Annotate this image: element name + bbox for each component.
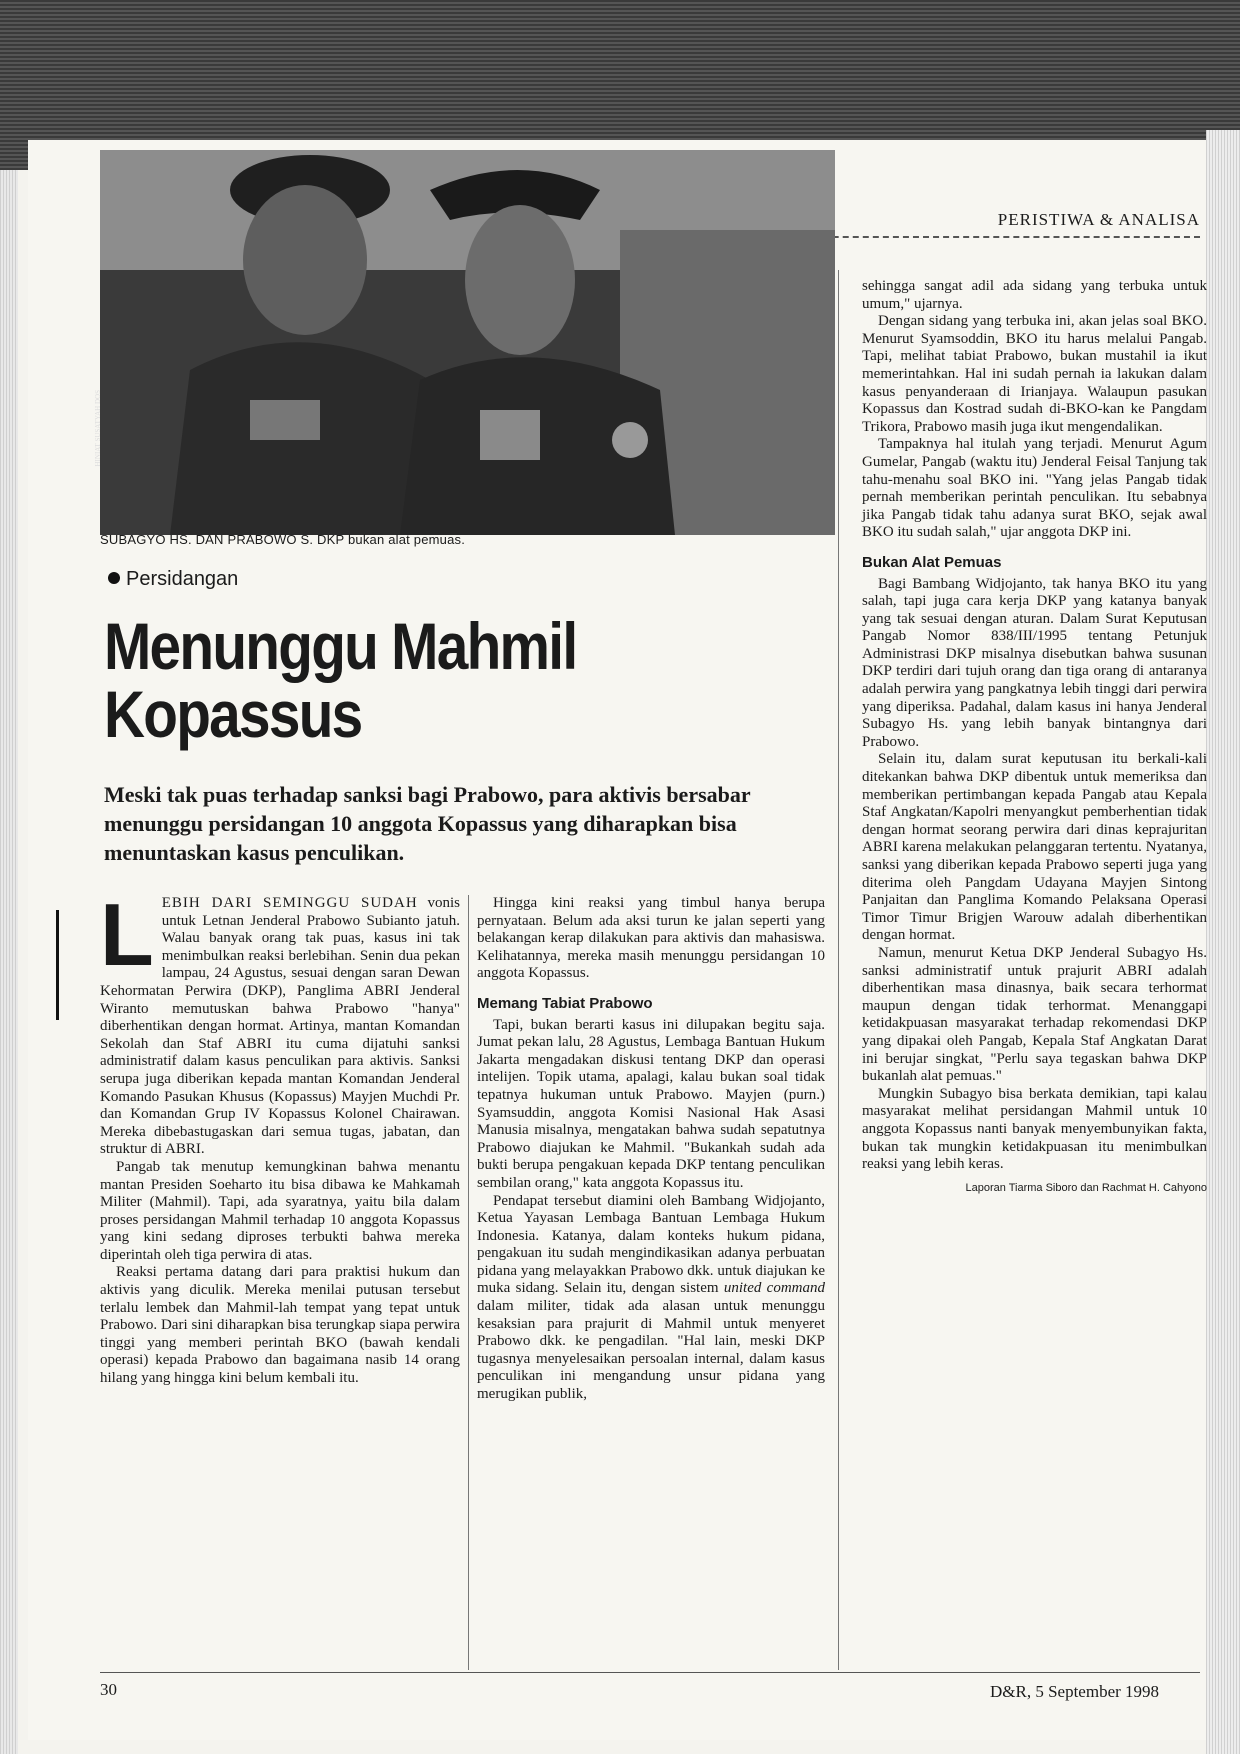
scan-left-margin	[0, 170, 18, 1754]
paragraph	[477, 1193, 825, 1404]
photo-caption: SUBAGYO HS. DAN PRABOWO S. DKP bukan alat pemuas.	[100, 532, 466, 547]
headline: Menunggu Mahmil Kopassus	[104, 609, 577, 751]
paragraph: sehingga sangat adil ada sidang yang terbuka untuk umum," ujarnya.	[862, 278, 1207, 312]
reporter-credit: Laporan Tiarma Siboro dan Rachmat H. Cahyono	[965, 1181, 1207, 1194]
lead-paragraph: Meski tak puas terhadap sanksi bagi Prabowo, para aktivis bersabar menunggu persidangan 10 anggota Kopassus yang diharapkan bisa menuntaskan kasus penculikan.	[104, 782, 751, 865]
scan-right-margin	[1206, 130, 1240, 1754]
paragraph: Bagi Bambang Widjojanto, tak hanya BKO itu yang salah, tapi juga cara kerja DKP yang katanya banyak yang tak sesuai dengan aturan. Dalam Surat Keputusan Pangab Nomor 838/III/1995 tentang Petunjuk Administrasi DKP misalnya disebutkan bahwa susunan DKP terdiri dari tujuh orang dan tiga orang di antaranya adalah perwira yang pangkatnya lebih tinggi dari perwira yang diperiksa. Padahal, dalam kasus ini hanya Jenderal Subagyo Hs. yang lebih banyak bintangnya dari Prabowo.	[862, 575, 1207, 750]
article-column-1	[100, 885, 460, 1388]
subheading: Memang Tabiat Prabowo	[477, 994, 653, 1012]
margin-mark	[56, 910, 59, 1020]
bullet-icon	[108, 572, 120, 584]
kicker-label: Persidangan	[126, 568, 239, 590]
paragraph: Hingga kini reaksi yang timbul hanya berupa pernyataan. Belum ada aksi turun ke jalan seperti yang belakangan kerap dilakukan para aktivis dan mahasiswa. Kelihatannya, mereka masih menunggu persidangan 10 anggota Kopassus.	[477, 895, 825, 982]
paragraph: Namun, menurut Ketua DKP Jenderal Subagyo Hs. sanksi administratif untuk prajurit ABRI adalah diberhentikan masa dinasnya, baik secara terhormat maupun dengan tidak terhormat. Menanggapi ketidakpuasan masyarakat terhadap rekomendasi DKP yang dipakai oleh Pangab, Kepala Staf Angkatan Darat ini berujar singkat, "Perlu saya tegaskan bahwa DKP bukanlah alat pemuas."	[862, 944, 1207, 1085]
paragraph: Dengan sidang yang terbuka ini, akan jelas soal BKO. Menurut Syamsoddin, BKO itu harus melalui Pangab. Tapi, melihat tabiat Prabowo, bukan mustahil ia ikut memerintahkan. Hal ini sudah pernah ia lakukan dalam kasus penyanderaan di Irianjaya. Walaupun pasukan Kopassus dan Kostrad sudah di-BKO-kan ke Pangdam Trikora, Prabowo masih juga ikut mengendalikan.	[862, 313, 1207, 435]
article-photo	[100, 150, 835, 535]
issue-line: D&R, 5 September 1998	[990, 1682, 1160, 1701]
paragraph: Selain itu, dalam surat keputusan itu berkali-kali ditekankan bahwa DKP dibentuk untuk memeriksa dan memberikan pertimbangan kepada Pangab atau Kepala Staf Angkatan/Kapolri menyangkut pemberhentian tidak dengan hormat seorang perwira dari dinas keprajuritan ABRI karena melakukan pelanggaran tertentu. Nyatanya, sanksi yang diberikan kepada Prabowo seperti juga yang diterima oleh Pangdam Udayana Mayjen Sintong Panjaitan dan Panglima Komando Pelaksana Operasi Timor Timur Brigjen Warouw adalah diberhentikan dengan hormat.	[862, 751, 1207, 944]
subheading: Bukan Alat Pemuas	[862, 553, 1002, 571]
photo-illustration	[100, 150, 835, 535]
photo-credit: HINIAT SUSATYAH DOS	[94, 390, 102, 467]
page-number: 30	[100, 1680, 117, 1699]
italic-term: united command	[723, 1280, 825, 1297]
column-rule	[838, 270, 839, 1670]
article-column-3	[862, 278, 1207, 1197]
opening-caps: EBIH DARI SEMINGGU SUDAH	[161, 895, 418, 911]
text-run: dalam militer, tidak ada alasan untuk menunggu kesaksian para prajurit di Mahmil untuk menyeret Prabowo dkk. ke pengadilan. "Hal lain, meski DKP tugasnya menyelesaikan persoalan internal, dalam kasus penculikan ini mengandung unsur pidana yang merugikan publik,	[477, 1298, 825, 1403]
kicker	[108, 568, 238, 591]
column-rule	[468, 895, 469, 1670]
opening-paragraph	[100, 885, 460, 1159]
drop-cap: L	[100, 885, 154, 984]
paragraph: Pangab tak menutup kemungkinan bahwa menantu mantan Presiden Soeharto itu bisa dibawa ke Mahkamah Militer (Mahmil). Tapi, ada syaratnya, yaitu bila dalam proses persidangan Mahmil terhadap 10 anggota Kopassus yang kini sedang diproses terbukti bahwa mereka diperintah oleh tiga perwira di atas.	[100, 1158, 460, 1263]
article-column-2	[477, 895, 825, 1404]
text-run: Pendapat tersebut diamini oleh Bambang Widjojanto, Ketua Yayasan Lembaga Bantuan Lembaga Hukum Indonesia. Katanya, dalam konteks hukum pidana, pengakuan itu sudah mengindikasikan adanya perbuatan pidana yang melayakkan Prabowo dkk. untuk diajukan ke muka sidang. Selain itu, dengan sistem	[477, 1192, 825, 1297]
paragraph: Tampaknya hal itulah yang terjadi. Menurut Agum Gumelar, Pangab (waktu itu) Jenderal Feisal Tanjung tak tahu-menahu soal BKO ini. "Yang jelas Pangab tidak pernah memberikan perintah penculikan. Itu sebabnya jika Pangab tidak tahu adanya surat BKO, sejak awal BKO itu sudah salah," ujar anggota DKP ini.	[862, 436, 1207, 541]
opening-text: vonis untuk Letnan Jenderal Prabowo Subianto jatuh. Walau banyak orang tak puas, kasus ini tak menimbulkan reaksi berlebihan. Senin dua pekan lampau, 24 Agustus, sesuai dengan saran Dewan Kehormatan Perwira (DKP), Panglima ABRI Jenderal Wiranto memutuskan bahwa Prabowo "hanya" diberhentikan dengan hormat. Artinya, mantan Komandan Sekolah dan Staf ABRI itu cuma dijatuhi sanksi administratif dalam kasus penculikan para aktivis. Sanksi serupa juga diberikan kepada mantan Komandan Jenderal Komando Pasukan Khusus (Kopassus) Mayjen Muchdi Pr. dan Komandan Grup IV Kopassus Kolonel Chairawan. Mereka dibebastugaskan dari semua tugas, jabatan, dan struktur di ABRI.	[100, 895, 460, 1158]
paragraph: Mungkin Subagyo bisa berkata demikian, tapi kalau masyarakat melihat persidangan Mahmil untuk 10 anggota Kopassus nanti banyak menyembunyikan fakta, bukan tak mungkin ketidakpuasan itu menimbulkan reaksi yang lebih keras.	[862, 1085, 1207, 1173]
footer-rule	[100, 1672, 1200, 1673]
section-header: PERISTIWA & ANALISA	[997, 210, 1200, 229]
paragraph: Tapi, bukan berarti kasus ini dilupakan begitu saja. Jumat pekan lalu, 28 Agustus, Lembaga Bantuan Hukum Jakarta mengadakan diskusi tentang DKP dan operasi intelijen. Topik utama, apalagi, kalau bukan soal tidak tepatnya hukuman untuk Prabowo. Mayjen (purn.) Syamsuddin, anggota Komisi Nasional Hak Asasi Manusia misalnya, mengatakan bahwa sudah sepatutnya Prabowo diajukan ke Mahmil. "Bukankah sudah ada bukti berupa pengakuan kepada DKP tentang penculikan sembilan orang," kata anggota Kopassus itu.	[477, 1016, 825, 1191]
paragraph: Reaksi pertama datang dari para praktisi hukum dan aktivis yang diculik. Mereka menilai putusan tersebut terlalu lembek dan Mahmil-lah tempat yang tepat untuk Prabowo. Dari sini diharapkan bisa terungkap siapa perwira tinggi yang memberi perintah BKO (bawah kendali operasi) kepada Prabowo dan bagaimana nasib 14 orang hilang yang hingga kini belum kembali itu.	[100, 1264, 460, 1387]
